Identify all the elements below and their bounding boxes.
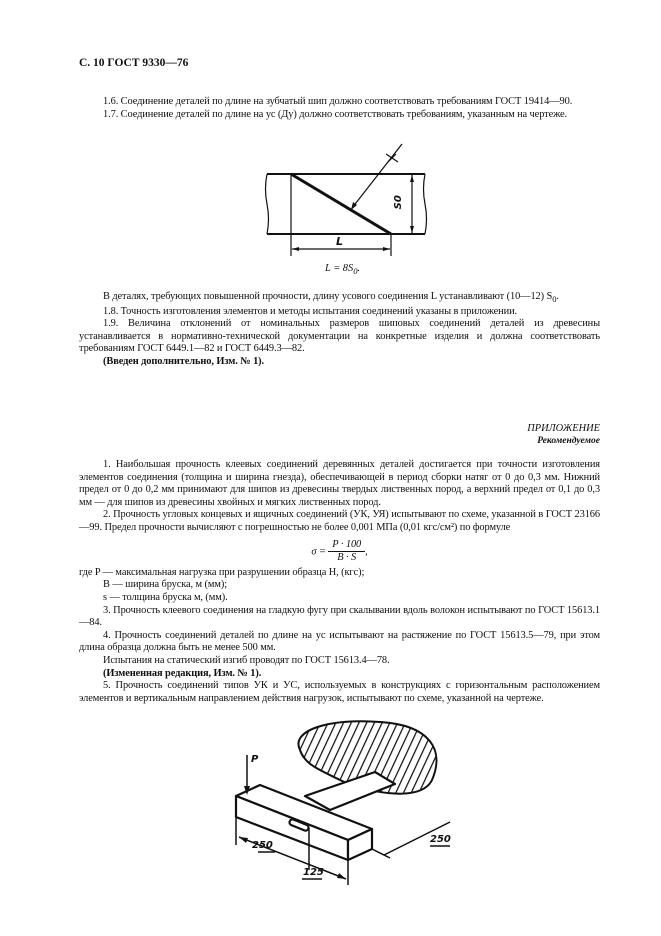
page-header: С. 10 ГОСТ 9330—76	[79, 57, 189, 69]
dim-label-left: 250	[252, 840, 273, 851]
dim-label-bottom: 125	[303, 867, 324, 878]
appendix-paragraph-5: 5. Прочность соединений типов УК и УС, используемых в конструкциях с горизонтальным расположением элементов и вертикальным направлением действия нагрузок, испытывают по схеме, указанной на чертеже.	[79, 680, 600, 704]
formula-numerator: P · 100	[328, 539, 365, 553]
appendix-paragraph-4b: Испытания на статический изгиб проводят по ГОСТ 15613.4—78.	[103, 654, 390, 666]
paragraph-1-6: 1.6. Соединение деталей по длине на зубчатый шип должно соответствовать требованиям ГОСТ 19414—90.	[103, 96, 573, 107]
appendix-title: ПРИЛОЖЕНИЕ	[527, 423, 600, 434]
where-item: где P — максимальная нагрузка при разрушении образца Н, (кгс);	[79, 566, 365, 578]
formula: σ = $\frac{P \cdot 100}{B \cdot S}$ ,	[311, 538, 368, 564]
appendix-paragraph-4: 4. Прочность соединений деталей по длине на ус испытывают на растяжение по ГОСТ 15613.5—79, при этом длина образца должна быть не менее 500 мм.	[79, 629, 600, 654]
formula-denominator: B · S	[337, 552, 357, 564]
figure-bending-test	[0, 50, 661, 936]
load-label-P: P	[251, 754, 259, 765]
figure-bending-test-wrapper	[0, 50, 661, 936]
where-item: B — ширина бруска, м (мм);	[103, 579, 227, 591]
dim-label-L: L	[336, 235, 344, 248]
where-item: s — толщина бруска м, (мм).	[103, 591, 228, 603]
appendix-paragraph-1: 1. Наибольшая прочность клеевых соединений деревянных деталей достигается при точности изготовления элементов соединения (толщина и ширина гнезда), обеспечивающей в период сборки натяг от 0 до 0,3 мм. Нижний предел от 0 до 0,2 мм принимают для шипов из древесины твердых лиственных пород, а верхний предел от 0,1 до 0,3 мм — для шипов из древесины хвойных и мягких лиственных пород.	[79, 459, 600, 508]
appendix-paragraph-2: 2. Прочность угловых концевых и ящичных соединений (УК, УЯ) испытывают по схеме, указанной в ГОСТ 23166—99. Предел прочности вычисляют с погрешностью не более 0,001 МПа (0,01 кгс/см²) по формуле	[79, 509, 600, 533]
dim-label-right: 250	[430, 834, 451, 845]
appendix-subtitle: Рекомендуемое	[537, 436, 600, 446]
amendment-note: (Введен дополнительно, Изм. № 1).	[103, 356, 265, 368]
dim-label-S0: S0	[392, 195, 404, 210]
appendix-paragraph-3: 3. Прочность клеевого соединения на гладкую фугу при скалывании вдоль волокон испытывают по ГОСТ 15613.1—84.	[79, 604, 600, 629]
amendment-note: (Измененная редакция, Изм. № 1).	[103, 667, 262, 679]
paragraph-1-7: 1.7. Соединение деталей по длине на ус (Ду) должно соответствовать требованиям, указанным на чертеже.	[103, 108, 568, 120]
paragraph-detail: В деталях, требующих повышенной прочности, длину усового соединения L устанавливают (10—12) $S_0$.	[103, 291, 559, 305]
figure-caption: $L = 8S_0$.	[325, 263, 361, 277]
paragraph-1-9: 1.9. Величина отклонений от номинальных размеров шиповых соединений деталей из древесины устанавливается в нормативно-технической документации на конкретные изделия и должна соответствовать требованиям ГОСТ 6449.1—82 и ГОСТ 6449.3—82.	[79, 318, 600, 355]
paragraph-1-8: 1.8. Точность изготовления элементов и методы испытания соединений указаны в приложении.	[103, 305, 518, 317]
